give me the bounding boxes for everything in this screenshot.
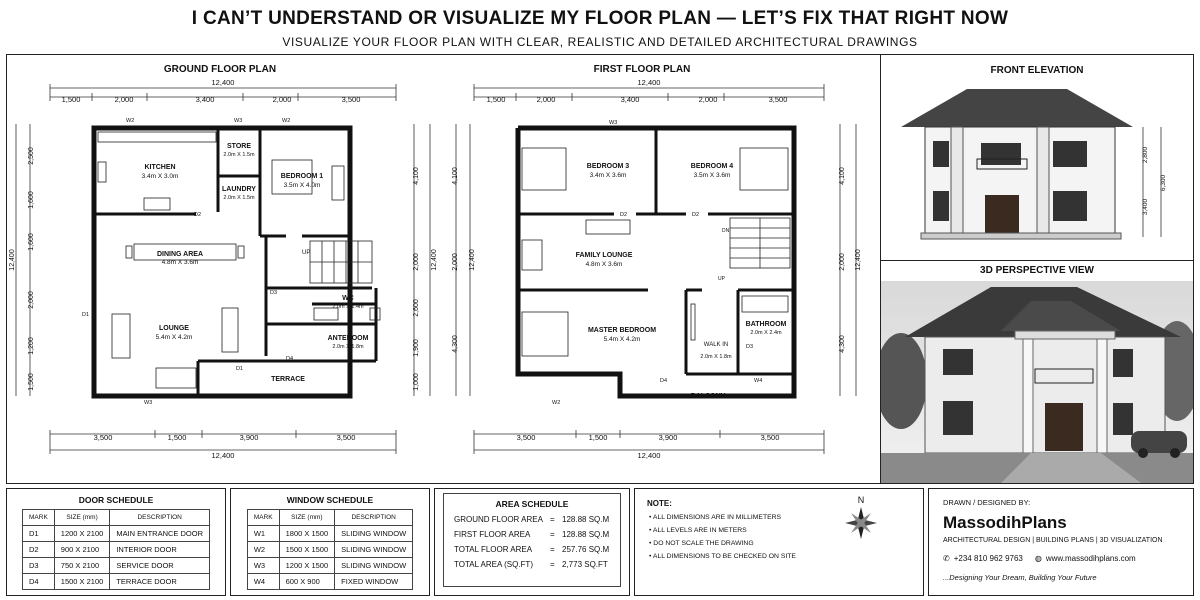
dim-top-1: 1,500 [61,95,81,104]
list-item: • ALL DIMENSIONS ARE IN MILLIMETERS [649,514,782,521]
room-dining-size: 4.8m X 3.6m [161,259,199,266]
dim-top-2: 2,000 [114,95,134,104]
first-tag-d3: D3 [746,344,754,350]
area-schedule-title: AREA SCHEDULE [495,499,569,509]
cell: 1500 X 2100 [54,574,110,590]
list-item: • ALL LEVELS ARE IN METERS [649,527,747,534]
cell: FIXED WINDOW [335,574,413,590]
brand-panel [928,488,1194,596]
cell: 600 X 900 [279,574,335,590]
area-label: GROUND FLOOR AREA [454,515,543,524]
window-col-desc: DESCRIPTION [335,510,413,526]
room-store-size: 2.0m X 1.5m [223,152,255,158]
area-row [454,515,620,524]
room-walk-in-size: 2.0m X 1.8m [700,354,732,360]
room-lounge-name: LOUNGE [159,325,189,332]
cell: D3 [23,558,55,574]
first-tag-d4: D4 [660,378,668,384]
room-lounge-size: 5.4m X 4.2m [155,334,193,341]
room-master-bedroom-name: MASTER BEDROOM [587,327,657,334]
dim-right-1: 4,100 [413,167,420,185]
cell: SERVICE DOOR [110,558,210,574]
cell: 1200 X 2100 [54,526,110,542]
cell: 750 X 2100 [54,558,110,574]
globe-icon: ◍ [1034,554,1042,563]
first-floor-plan [446,56,880,484]
door-col-size: SIZE (mm) [54,510,110,526]
first-dim-right-total: 12,400 [855,249,862,271]
area-row [454,545,620,554]
area-schedule [434,488,630,596]
note-text: ALL DIMENSIONS ARE IN MILLIMETERS [652,514,782,521]
tag-w3-b: W3 [144,400,153,406]
dim-left-2: 1,600 [28,191,35,209]
area-label: TOTAL AREA (SQ.FT) [454,560,533,569]
room-laundry-size: 2.0m X 1.5m [223,195,255,201]
area-schedule-box [443,493,621,587]
table-row [247,526,412,542]
dim-bottom-4: 3,500 [336,433,356,442]
first-tag-w2: W2 [552,400,561,406]
brand-contact [943,554,1193,563]
tag-d1-b: D1 [236,366,244,372]
dim-top-4: 2,000 [272,95,292,104]
dim-top-5: 3,500 [341,95,361,104]
room-terrace-name: TERRACE [271,376,305,383]
room-wc-name: WC [342,295,354,302]
room-family-lounge-name: FAMILY LOUNGE [575,252,633,259]
list-item: • DO NOT SCALE THE DRAWING [649,540,754,547]
table-row [23,574,210,590]
first-dim-top-5: 3,500 [768,95,788,104]
first-tag-w4: W4 [754,378,763,384]
tag-d3: D3 [270,290,278,296]
dim-left-4: 2,000 [28,291,35,309]
note-text: ALL LEVELS ARE IN METERS [652,527,747,534]
first-dim-bottom-4: 3,500 [760,433,780,442]
stair-up-label: UP [302,250,311,256]
first-tag-d2-a: D2 [620,212,628,218]
area-eq: = [550,545,555,554]
cell: 1200 X 1500 [279,558,335,574]
room-laundry-name: LAUNDRY [222,186,256,193]
area-eq: = [550,515,555,524]
room-bedroom4-size: 3.5m X 3.6m [693,172,731,179]
cell: W1 [247,526,279,542]
first-dim-top-2: 2,000 [536,95,556,104]
room-wc-size: 2.0m X 1.4m [332,304,364,310]
table-row [23,558,210,574]
table-row [247,574,412,590]
brand-tagline: ...Designing Your Dream, Building Your Future [943,573,1097,582]
dim-right-4: 1,900 [413,339,420,357]
dim-bottom-total: 12,400 [211,451,235,460]
elev-dim-1: 2,800 [1142,146,1149,164]
dim-right-2: 2,000 [413,253,420,271]
area-label: TOTAL FLOOR AREA [454,545,533,554]
room-dining-name: DINING AREA [156,251,204,258]
perspective-title: 3D PERSPECTIVE VIEW [980,265,1094,276]
dim-left-total: 12,400 [9,249,16,271]
room-anteroom-name: ANTEROOM [327,335,369,342]
first-plan-title: FIRST FLOOR PLAN [593,64,691,75]
north-label: N [857,495,865,505]
elev-dim-total: 6,300 [1160,174,1167,192]
door-schedule-table [22,509,210,590]
elevation-title: FRONT ELEVATION [990,65,1084,76]
window-schedule-table [247,509,413,590]
area-value: 128.88 SQ.M [562,515,610,524]
area-row [454,530,620,539]
door-col-mark: MARK [23,510,55,526]
cell: W2 [247,542,279,558]
tag-w3: W3 [234,118,243,124]
first-dim-left-3: 4,300 [452,335,459,353]
cell: INTERIOR DOOR [110,542,210,558]
note-text: ALL DIMENSIONS TO BE CHECKED ON SITE [652,553,796,560]
notes-panel [634,488,924,596]
first-dim-bottom-total: 12,400 [637,451,661,460]
note-text: DO NOT SCALE THE DRAWING [653,540,754,547]
cell: SLIDING WINDOW [335,542,413,558]
room-anteroom-size: 2.0m X 1.8m [332,344,364,350]
ground-floor-plan [6,56,446,484]
area-label: FIRST FLOOR AREA [454,530,531,539]
first-stair-dn: DN [722,228,730,234]
notes-title: NOTE: [647,499,672,508]
cell: SLIDING WINDOW [335,526,413,542]
first-dim-right-3: 4,300 [839,335,846,353]
room-bedroom1-name: BEDROOM 1 [280,173,324,180]
door-schedule [6,488,226,596]
first-dim-right-2: 2,000 [839,253,846,271]
first-dim-left-total: 12,400 [469,249,476,271]
first-dim-top-4: 2,000 [698,95,718,104]
room-bedroom1-size: 3.5m X 4.0m [283,182,321,189]
dim-left-1: 2,500 [28,147,35,165]
room-family-lounge-size: 4.8m X 3.6m [585,261,623,268]
area-eq: = [550,560,555,569]
first-dim-top-1: 1,500 [486,95,506,104]
ground-plan-title: GROUND FLOOR PLAN [163,64,277,75]
first-dim-bottom-2: 1,500 [588,433,608,442]
cell: W4 [247,574,279,590]
room-balcony-name: BALCONY [690,393,726,400]
first-dim-bottom-1: 3,500 [516,433,536,442]
table-row [23,542,210,558]
window-schedule-title: WINDOW SCHEDULE [286,495,374,505]
cell: MAIN ENTRANCE DOOR [110,526,210,542]
first-dim-top-3: 3,400 [620,95,640,104]
dim-bottom-3: 3,900 [239,433,259,442]
area-eq: = [550,530,555,539]
cell: TERRACE DOOR [110,574,210,590]
room-bathroom-name: BATHROOM [745,321,787,328]
cell: D1 [23,526,55,542]
tag-d2: D2 [194,212,202,218]
table-row [247,542,412,558]
page-title: I CAN’T UNDERSTAND OR VISUALIZE MY FLOOR PLAN — LET’S FIX THAT RIGHT NOW [191,8,1009,29]
dim-left-3: 1,600 [28,233,35,251]
area-value: 257.76 SQ.M [562,545,610,554]
tag-d1-a: D1 [82,312,90,318]
cell: 1500 X 1500 [279,542,335,558]
room-bedroom3-name: BEDROOM 3 [586,163,630,170]
brand-services: ARCHITECTURAL DESIGN | BUILDING PLANS | 3D VISUALIZATION [943,537,1163,544]
table-row [247,558,412,574]
first-tag-d2-b: D2 [692,212,700,218]
first-dim-bottom-3: 3,900 [658,433,678,442]
window-col-mark: MARK [247,510,279,526]
area-row [454,560,620,569]
cell: SLIDING WINDOW [335,558,413,574]
front-elevation [881,55,1193,260]
dim-right-3: 2,600 [413,299,420,317]
dim-left-6: 1,500 [28,373,35,391]
cell: W3 [247,558,279,574]
north-arrow-icon [831,493,891,553]
brand-phone: +234 810 962 9763 [953,554,1023,563]
room-bedroom3-size: 3.4m X 3.6m [589,172,627,179]
perspective-view [881,261,1193,483]
dim-right-total: 12,400 [431,249,438,271]
cell: D4 [23,574,55,590]
room-walk-in-name: WALK IN [703,342,729,348]
dim-right-5: 1,000 [413,373,420,391]
tag-w2-b: W2 [282,118,291,124]
window-col-size: SIZE (mm) [279,510,335,526]
cell: 900 X 2100 [54,542,110,558]
first-dim-top-total: 12,400 [637,78,661,87]
door-col-desc: DESCRIPTION [110,510,210,526]
room-bedroom4-name: BEDROOM 4 [690,163,734,170]
cell: 1800 X 1500 [279,526,335,542]
cell: D2 [23,542,55,558]
first-dim-left-1: 4,100 [452,167,459,185]
brand-website[interactable]: www.massodihplans.com [1045,554,1136,563]
area-value: 128.88 SQ.M [562,530,610,539]
room-master-bedroom-size: 5.4m X 4.2m [603,336,641,343]
drawn-by-label: DRAWN / DESIGNED BY: [943,498,1031,507]
dim-bottom-1: 3,500 [93,433,113,442]
room-bathroom-size: 2.0m X 2.4m [750,330,782,336]
area-value: 2,773 SQ.FT [562,560,608,569]
first-dim-right-1: 4,100 [839,167,846,185]
dim-left-5: 1,200 [28,337,35,355]
first-stair-up: UP [718,276,725,282]
window-schedule [230,488,430,596]
room-store-name: STORE [227,143,251,150]
list-item: • ALL DIMENSIONS TO BE CHECKED ON SITE [649,553,796,560]
door-schedule-title: DOOR SCHEDULE [78,495,154,505]
table-row [23,526,210,542]
tag-d4: D4 [286,356,294,362]
first-dim-left-2: 2,000 [452,253,459,271]
tag-w2-a: W2 [126,118,135,124]
page-subtitle: VISUALIZE YOUR FLOOR PLAN WITH CLEAR, REALISTIC AND DETAILED ARCHITECTURAL DRAWINGS [282,35,918,49]
dim-bottom-2: 1,500 [167,433,187,442]
dim-top-3: 3,400 [195,95,215,104]
whatsapp-icon: ✆ [943,554,950,563]
dim-top-total: 12,400 [211,78,235,87]
brand-name: MassodihPlans [943,513,1067,532]
first-tag-w3: W3 [609,120,618,126]
elev-dim-2: 3,400 [1142,198,1149,216]
room-kitchen-size: 3.4m X 3.0m [141,173,179,180]
room-kitchen-name: KITCHEN [144,164,176,171]
